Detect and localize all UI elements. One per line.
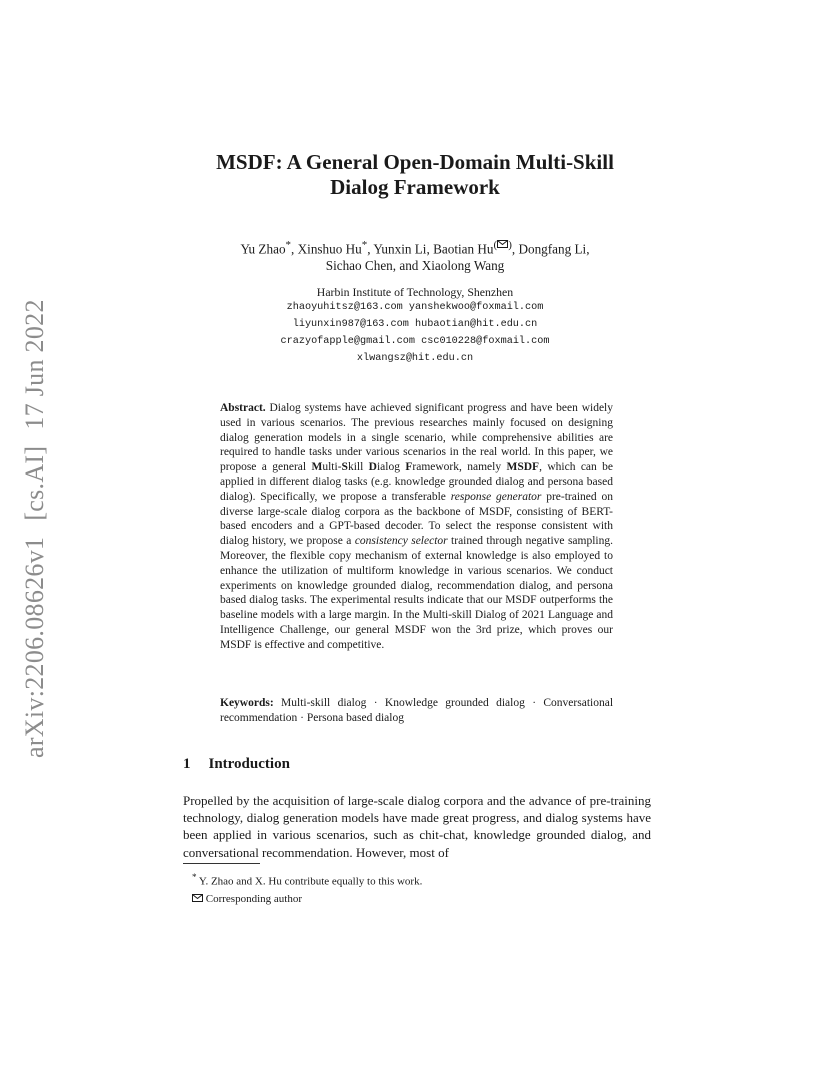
- equal-contribution-mark: *: [361, 239, 368, 251]
- email-line: liyunxin987@163.com hubaotian@hit.edu.cn: [292, 319, 538, 330]
- footnote-equal-contribution: [192, 869, 422, 891]
- abstract-text: consistency selector: [354, 535, 448, 548]
- author-name: Yu Zhao: [240, 241, 286, 257]
- author-name: Baotian Hu: [433, 241, 494, 257]
- title-line-2: Dialog Framework: [330, 175, 500, 199]
- keywords-text: Multi-skill dialog · Knowledge grounded dialog · Conversational recommendation · Persona based dialog: [220, 697, 614, 724]
- abstract-text: response generator: [450, 490, 542, 503]
- abstract-text: kill: [347, 461, 364, 474]
- arxiv-identifier: [20, 283, 50, 758]
- email-list: [150, 299, 680, 367]
- abstract-text: M: [311, 461, 323, 474]
- envelope-icon: [497, 240, 508, 248]
- footnote-text: Y. Zhao and X. Hu contribute equally to this work.: [198, 875, 423, 888]
- footnotes: [192, 869, 422, 908]
- intro-paragraph: Propelled by the acquisition of large-scale dialog corpora and the advance of pre-training technology, dialog generation models have made great progress, and dialog systems have been applied in various scenarios, such as chit-chat, knowledge grounded dialog, and conversational recommendation. However, most of: [183, 793, 651, 860]
- envelope-icon: [192, 894, 203, 902]
- affiliation: Harbin Institute of Technology, Shenzhen: [316, 285, 514, 299]
- paper-title: [150, 150, 680, 200]
- section-heading: [183, 756, 290, 773]
- abstract-text: trained through negative sampling. Moreover, the flexible copy mechanism of external knowledge is also employed to enhance the utilization of multiform knowledge in various scenarios. We conduct experiments on knowledge grounded dialog, recommendation dialog, and persona based dialog tasks. The experimental results indicate that our MSDF outperforms the baseline models with a large margin. In the Multi-skill Dialog of 2021 Language and Intelligence Challenge, our general MSDF won the 3rd prize, which proves our MSDF is effective and competitive.: [220, 535, 613, 651]
- section-number: 1: [183, 756, 191, 772]
- email-line: crazyofapple@gmail.com csc010228@foxmail.com: [280, 336, 550, 347]
- section-title: Introduction: [208, 756, 290, 772]
- arxiv-id: arXiv:2206.08626v1: [20, 536, 49, 758]
- abstract-text: MSDF: [506, 461, 540, 474]
- email-line: zhaoyuhitsz@163.com yanshekwoo@foxmail.com: [286, 302, 544, 313]
- abstract-text: , which can be applied in different dialog tasks (e.g. knowledge grounded dialog and persona based dialog). Specifically, we propose a transferable: [220, 461, 614, 503]
- arxiv-date: 17 Jun 2022: [20, 299, 49, 430]
- abstract-text: ialog: [376, 461, 406, 474]
- abstract: [220, 401, 613, 653]
- abstract-text: F: [405, 461, 413, 474]
- abstract-text: Dialog systems have achieved significant progress and have been widely used in various scenarios. The previous researches mainly focused on designing dialog generation models in a single scenario, while comprehensive abilities are required to handle tasks under various scenarios in the real world. In this paper, we propose a general: [220, 402, 614, 474]
- footnote-mark: *: [192, 872, 197, 882]
- author-list: Yu Zhao*, Xinshuo Hu*, Yunxin Li, Baotian Hu( ), Dongfang Li, Sichao Chen, and Xiaolong Wang: [240, 239, 590, 274]
- keywords: [220, 696, 613, 726]
- footnote-text: Corresponding author: [205, 892, 302, 905]
- abstract-label: Abstract.: [220, 402, 266, 414]
- author-name: Yunxin Li: [373, 241, 427, 257]
- keywords-label: Keywords:: [220, 697, 274, 709]
- footnote-rule: [183, 863, 260, 864]
- author-name: Xinshuo Hu: [297, 241, 362, 257]
- equal-contribution-mark: *: [285, 239, 292, 251]
- abstract-text: ramework, namely: [412, 461, 507, 474]
- footnote-corresponding: [192, 891, 422, 908]
- email-line: xlwangsz@hit.edu.cn: [356, 353, 474, 364]
- abstract-text: ulti-: [322, 461, 342, 474]
- abstract-text: pre-trained on diverse large-scale dialog corpora as the backbone of MSDF, consisting of BERT-based encoders and a GPT-based decoder. To select the response consistent with dialog history, we propose a: [220, 490, 613, 548]
- title-line-1: MSDF: A General Open-Domain Multi-Skill: [216, 150, 614, 174]
- author-name: Dongfang Li,: [518, 241, 590, 257]
- author-name: Sichao Chen, and Xiaolong Wang: [325, 258, 505, 274]
- arxiv-category: [cs.AI]: [20, 445, 49, 521]
- abstract-text: D: [368, 461, 377, 474]
- corresponding-author-mark: ( ): [493, 239, 512, 251]
- abstract-text: S: [341, 461, 348, 474]
